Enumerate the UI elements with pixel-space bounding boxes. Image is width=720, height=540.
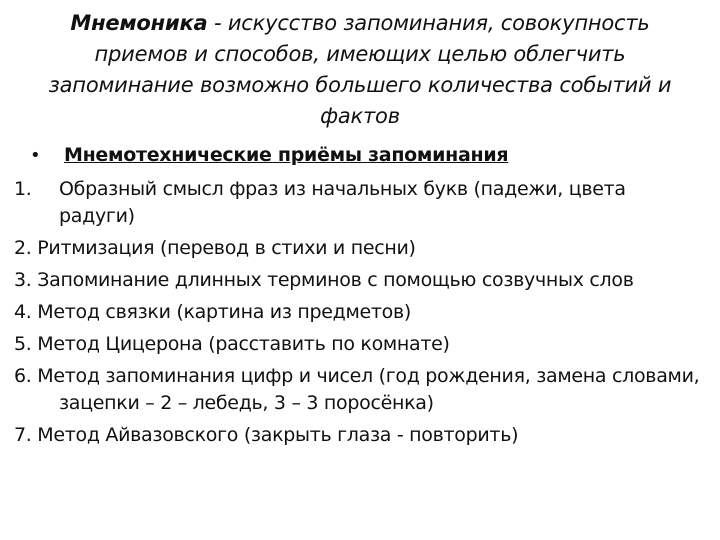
title-term: Мнемоника — [70, 11, 208, 35]
bullet-icon: • — [30, 145, 41, 166]
list-item: 6. Метод запоминания цифр и чисел (год рождения, замена словами, зацепки – 2 – лебедь, 3 – 3 поросёнка) — [14, 365, 700, 414]
list-item-text: Образный смысл фраз из начальных букв (падежи, цвета радуги) — [59, 178, 626, 227]
list-item: 4. Метод связки (картина из предметов) — [14, 301, 411, 323]
list-item: 5. Метод Цицерона (расставить по комнате) — [14, 333, 450, 355]
slide-body — [14, 140, 704, 449]
list-item — [14, 176, 704, 230]
list-item-number: 1. — [14, 178, 32, 200]
list-item: 3. Запоминание длинных терминов с помощью созвучных слов — [14, 269, 634, 291]
list-item: 2. Ритмизация (перевод в стихи и песни) — [14, 237, 416, 259]
slide-title — [40, 8, 680, 132]
section-heading — [30, 140, 704, 170]
title-definition: - искусство запоминания, совокупность приемов и способов, имеющих целью облегчить запоминание возможно большего количества событий и фактов — [48, 11, 672, 128]
list-item: 7. Метод Айвазовского (закрыть глаза - повторить) — [14, 424, 519, 446]
section-heading-text: Мнемотехнические приёмы запоминания — [64, 144, 509, 166]
